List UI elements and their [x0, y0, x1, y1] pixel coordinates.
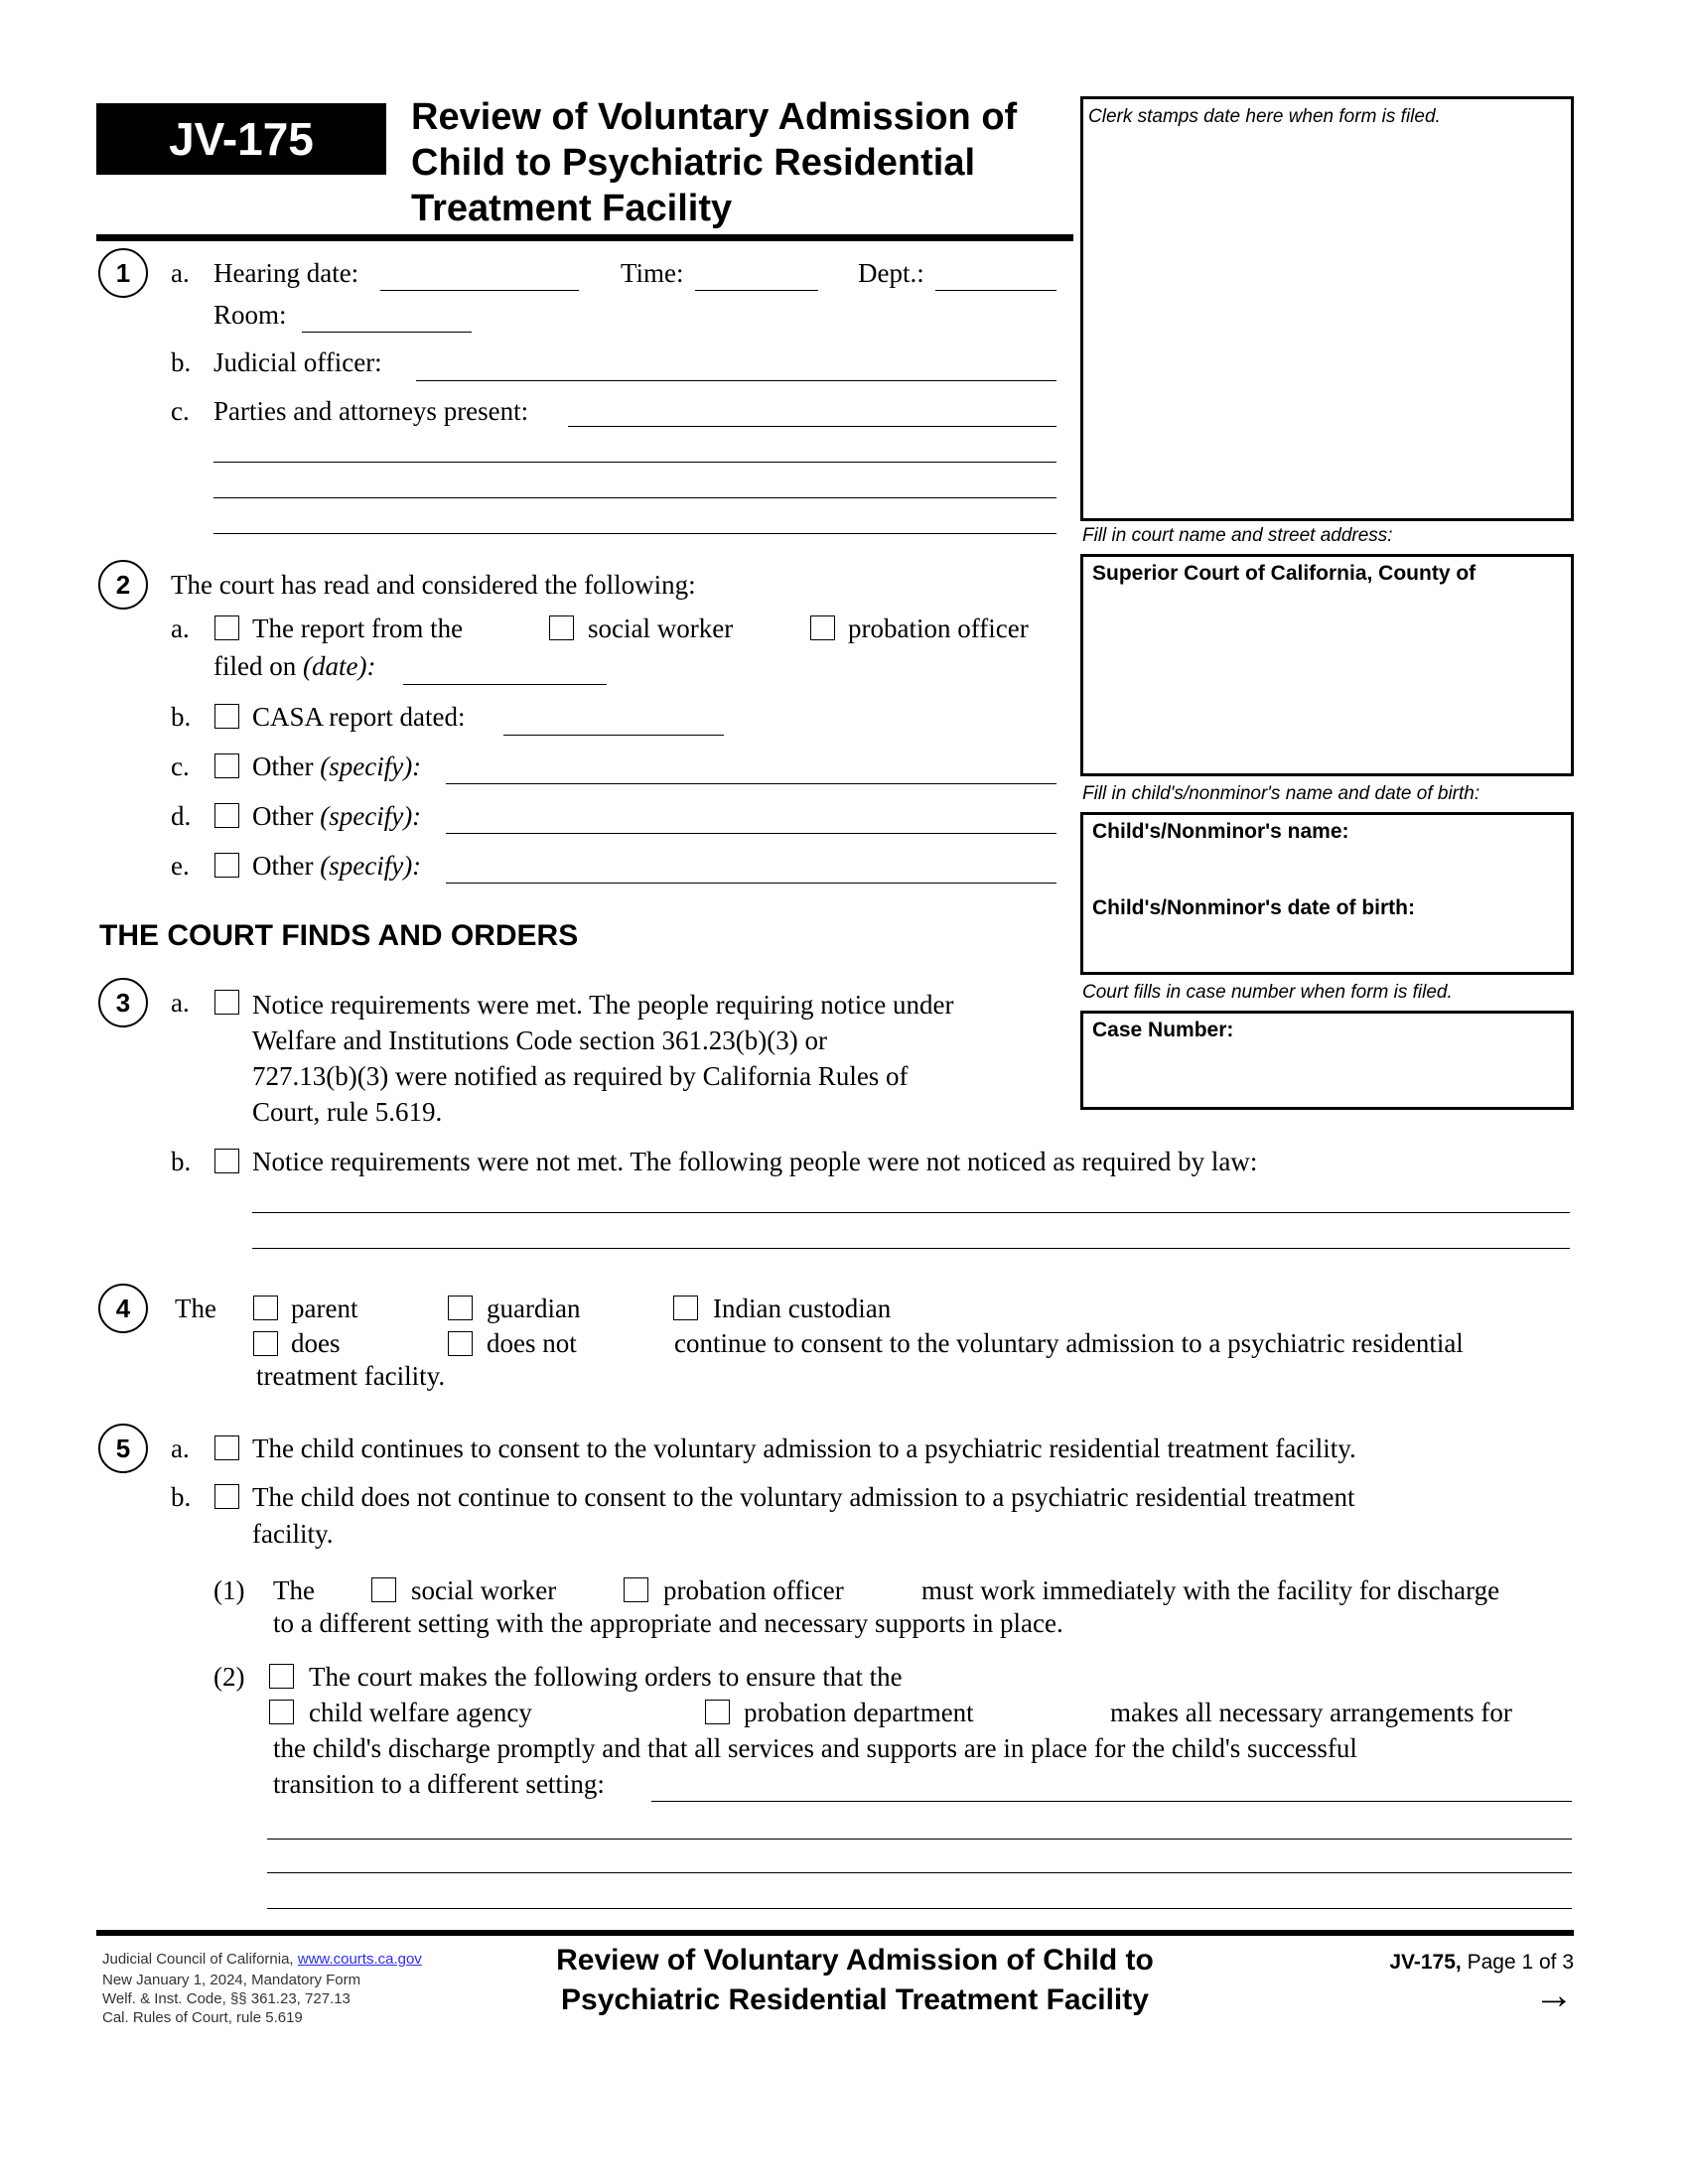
- treatment-facility-text: treatment facility.: [256, 1361, 446, 1391]
- footer-title-line: Psychiatric Residential Treatment Facility: [561, 1983, 1149, 2016]
- dept-label: Dept.:: [858, 258, 924, 288]
- case-number-label: Case Number:: [1092, 1019, 1234, 1041]
- transition-field-line[interactable]: [267, 1908, 1572, 1909]
- continue-consent-text: continue to consent to the voluntary admission to a psychiatric residential: [674, 1328, 1464, 1358]
- child-dob-label: Child's/Nonminor's date of birth:: [1092, 896, 1415, 919]
- court-name-label: Fill in court name and street address:: [1082, 525, 1393, 546]
- filed-on-date-field[interactable]: [403, 684, 607, 685]
- does-not-checkbox[interactable]: [448, 1331, 473, 1356]
- item-2d-label: d.: [171, 801, 192, 831]
- sub-item-2-label: (2): [213, 1662, 245, 1692]
- specify-hint: (specify):: [320, 751, 422, 781]
- footer-title: [517, 1941, 1193, 2020]
- guardian-label: guardian: [487, 1294, 581, 1323]
- item-2e-label: e.: [171, 851, 190, 881]
- casa-label: CASA report dated:: [252, 702, 466, 732]
- footer-form-number: JV-175,: [1389, 1951, 1462, 1974]
- clerk-stamp-label: Clerk stamps date here when form is filed.: [1088, 106, 1441, 127]
- arrangements-text: makes all necessary arrangements for: [1110, 1698, 1512, 1727]
- notice-met-checkbox[interactable]: [214, 990, 239, 1015]
- item-1b-label: b.: [171, 347, 192, 377]
- item-2b-label: b.: [171, 702, 192, 732]
- court-name-box[interactable]: [1080, 554, 1574, 776]
- parties-field-line[interactable]: [213, 497, 1056, 498]
- report-label: The report from the: [252, 614, 464, 643]
- next-page-arrow-icon[interactable]: →: [1534, 1974, 1574, 2017]
- child-not-consent-checkbox[interactable]: [214, 1484, 239, 1509]
- item-1a-label: a.: [171, 258, 190, 288]
- item-4-number: 4: [98, 1284, 148, 1333]
- case-number-note: Court fills in case number when form is filed.: [1082, 982, 1453, 1003]
- item-2a-label: a.: [171, 614, 190, 643]
- probation-officer-label: probation officer: [848, 614, 1029, 643]
- casa-date-field[interactable]: [503, 735, 724, 736]
- judicial-officer-field[interactable]: [416, 380, 1056, 381]
- sub1-social-worker-label: social worker: [411, 1575, 557, 1605]
- clerk-stamp-box: [1080, 96, 1574, 521]
- hearing-date-label: Hearing date:: [213, 258, 359, 288]
- guardian-checkbox[interactable]: [448, 1296, 473, 1320]
- item-5-number: 5: [98, 1424, 148, 1473]
- report-checkbox[interactable]: [214, 615, 239, 640]
- court-orders-checkbox[interactable]: [269, 1664, 294, 1689]
- does-not-label: does not: [487, 1328, 577, 1358]
- other-e-checkbox[interactable]: [214, 853, 239, 878]
- form-number-box: JV-175: [96, 103, 386, 175]
- not-noticed-field[interactable]: [252, 1212, 1570, 1213]
- child-consents-checkbox[interactable]: [214, 1435, 239, 1460]
- other-c-label: [252, 751, 421, 782]
- parent-label: parent: [291, 1294, 358, 1323]
- item-3-number: 3: [98, 978, 148, 1027]
- filed-on-label: [213, 650, 375, 682]
- other-c-field[interactable]: [446, 783, 1056, 784]
- transition-field[interactable]: [651, 1801, 1572, 1802]
- other-text: Other: [252, 851, 314, 881]
- time-label: Time:: [621, 258, 684, 288]
- probation-department-label: probation department: [744, 1698, 974, 1727]
- casa-checkbox[interactable]: [214, 704, 239, 729]
- child-info-label: Fill in child's/nonminor's name and date of birth:: [1082, 783, 1480, 804]
- child-name-label: Child's/Nonminor's name:: [1092, 820, 1349, 843]
- parties-field[interactable]: [568, 426, 1056, 427]
- judicial-officer-label: Judicial officer:: [213, 347, 382, 377]
- specify-hint: (specify):: [320, 801, 422, 831]
- form-title: [411, 94, 1017, 231]
- text-line: Welfare and Institutions Code section 361.23(b)(3) or: [252, 1025, 827, 1055]
- footer-code: Welf. & Inst. Code, §§ 361.23, 727.13: [102, 1990, 351, 2007]
- footer-rules: Cal. Rules of Court, rule 5.619: [102, 2009, 303, 2026]
- title-line: Child to Psychiatric Residential: [411, 142, 976, 184]
- sub1-probation-officer-label: probation officer: [663, 1575, 844, 1605]
- parties-field-line[interactable]: [213, 462, 1056, 463]
- other-text: Other: [252, 751, 314, 781]
- child-consents-text: The child continues to consent to the voluntary admission to a psychiatric residential treatment facility.: [252, 1433, 1356, 1463]
- child-welfare-agency-checkbox[interactable]: [269, 1700, 294, 1724]
- sub1-probation-officer-checkbox[interactable]: [624, 1577, 648, 1602]
- footer-council: [102, 1950, 422, 1969]
- notice-not-met-text: Notice requirements were not met. The following people were not noticed as required by law:: [252, 1147, 1258, 1176]
- text-line: Notice requirements were met. The people requiring notice under: [252, 990, 954, 1020]
- sub1-rest-text: must work immediately with the facility for discharge: [921, 1575, 1500, 1605]
- transition-text: transition to a different setting:: [273, 1769, 605, 1799]
- footer-page: [1389, 1950, 1574, 1976]
- parent-checkbox[interactable]: [253, 1296, 278, 1320]
- court-orders-text: The court makes the following orders to ensure that the: [309, 1662, 903, 1692]
- text-line: 727.13(b)(3) were notified as required by California Rules of: [252, 1061, 909, 1091]
- room-field[interactable]: [302, 332, 472, 333]
- item-3b-label: b.: [171, 1147, 192, 1176]
- title-line: Review of Voluntary Admission of: [411, 96, 1018, 138]
- transition-field-line[interactable]: [267, 1839, 1572, 1840]
- transition-field-line[interactable]: [267, 1872, 1572, 1873]
- header-rule: [96, 234, 1073, 241]
- court-name: Superior Court of California, County of: [1092, 562, 1477, 585]
- item-2c-label: c.: [171, 751, 190, 781]
- specify-hint: (specify):: [320, 851, 422, 881]
- other-e-label: [252, 850, 421, 882]
- item-1-number: 1: [98, 248, 148, 298]
- council-text: Judicial Council of California,: [102, 1951, 294, 1968]
- child-not-consent-text: The child does not continue to consent to the voluntary admission to a psychiatric residential treatment: [252, 1482, 1355, 1512]
- page-indicator: Page 1 of 3: [1467, 1951, 1574, 1974]
- footer-new: New January 1, 2024, Mandatory Form: [102, 1972, 361, 1988]
- text-line: Court, rule 5.619.: [252, 1097, 443, 1127]
- notice-met-text: [252, 987, 953, 1130]
- probation-department-checkbox[interactable]: [705, 1700, 730, 1724]
- section-heading: THE COURT FINDS AND ORDERS: [99, 919, 579, 952]
- other-c-checkbox[interactable]: [214, 753, 239, 778]
- other-text: Other: [252, 801, 314, 831]
- notice-not-met-checkbox[interactable]: [214, 1149, 239, 1173]
- item-2-intro: The court has read and considered the following:: [171, 570, 696, 600]
- sub-item-1-the: The: [273, 1575, 315, 1605]
- dept-field[interactable]: [935, 290, 1056, 291]
- parties-field-line[interactable]: [213, 533, 1056, 534]
- parties-label: Parties and attorneys present:: [213, 396, 529, 426]
- other-d-label: [252, 800, 421, 832]
- does-label: does: [291, 1328, 341, 1358]
- social-worker-label: social worker: [588, 614, 734, 643]
- title-line: Treatment Facility: [411, 188, 733, 229]
- item-5a-label: a.: [171, 1433, 190, 1463]
- item-3a-label: a.: [171, 988, 190, 1018]
- hearing-date-field[interactable]: [380, 290, 579, 291]
- item-1c-label: c.: [171, 396, 190, 426]
- other-e-field[interactable]: [446, 883, 1056, 884]
- child-welfare-agency-label: child welfare agency: [309, 1698, 532, 1727]
- sub-item-1-label: (1): [213, 1575, 245, 1605]
- footer-title-line: Review of Voluntary Admission of Child to: [556, 1944, 1154, 1977]
- indian-custodian-label: Indian custodian: [713, 1294, 892, 1323]
- date-hint: (date):: [302, 651, 376, 681]
- child-not-consent-text-2: facility.: [252, 1519, 334, 1549]
- probation-officer-checkbox[interactable]: [810, 615, 835, 640]
- sub1-social-worker-checkbox[interactable]: [371, 1577, 396, 1602]
- item-2-number: 2: [98, 560, 148, 610]
- discharge-text: the child's discharge promptly and that all services and supports are in place for the child's successful: [273, 1733, 1357, 1763]
- website-link[interactable]: www.courts.ca.gov: [297, 1951, 422, 1968]
- filed-on-text: filed on: [213, 651, 297, 681]
- item-5b-label: b.: [171, 1482, 192, 1512]
- other-d-field[interactable]: [446, 833, 1056, 834]
- time-field[interactable]: [695, 290, 818, 291]
- not-noticed-field[interactable]: [252, 1248, 1570, 1249]
- indian-custodian-checkbox[interactable]: [673, 1296, 698, 1320]
- social-worker-checkbox[interactable]: [549, 615, 574, 640]
- sub1-line2: to a different setting with the appropriate and necessary supports in place.: [273, 1608, 1063, 1638]
- room-label: Room:: [213, 300, 287, 330]
- does-checkbox[interactable]: [253, 1331, 278, 1356]
- footer-rule: [96, 1930, 1574, 1936]
- other-d-checkbox[interactable]: [214, 803, 239, 828]
- item-4-the: The: [175, 1294, 216, 1323]
